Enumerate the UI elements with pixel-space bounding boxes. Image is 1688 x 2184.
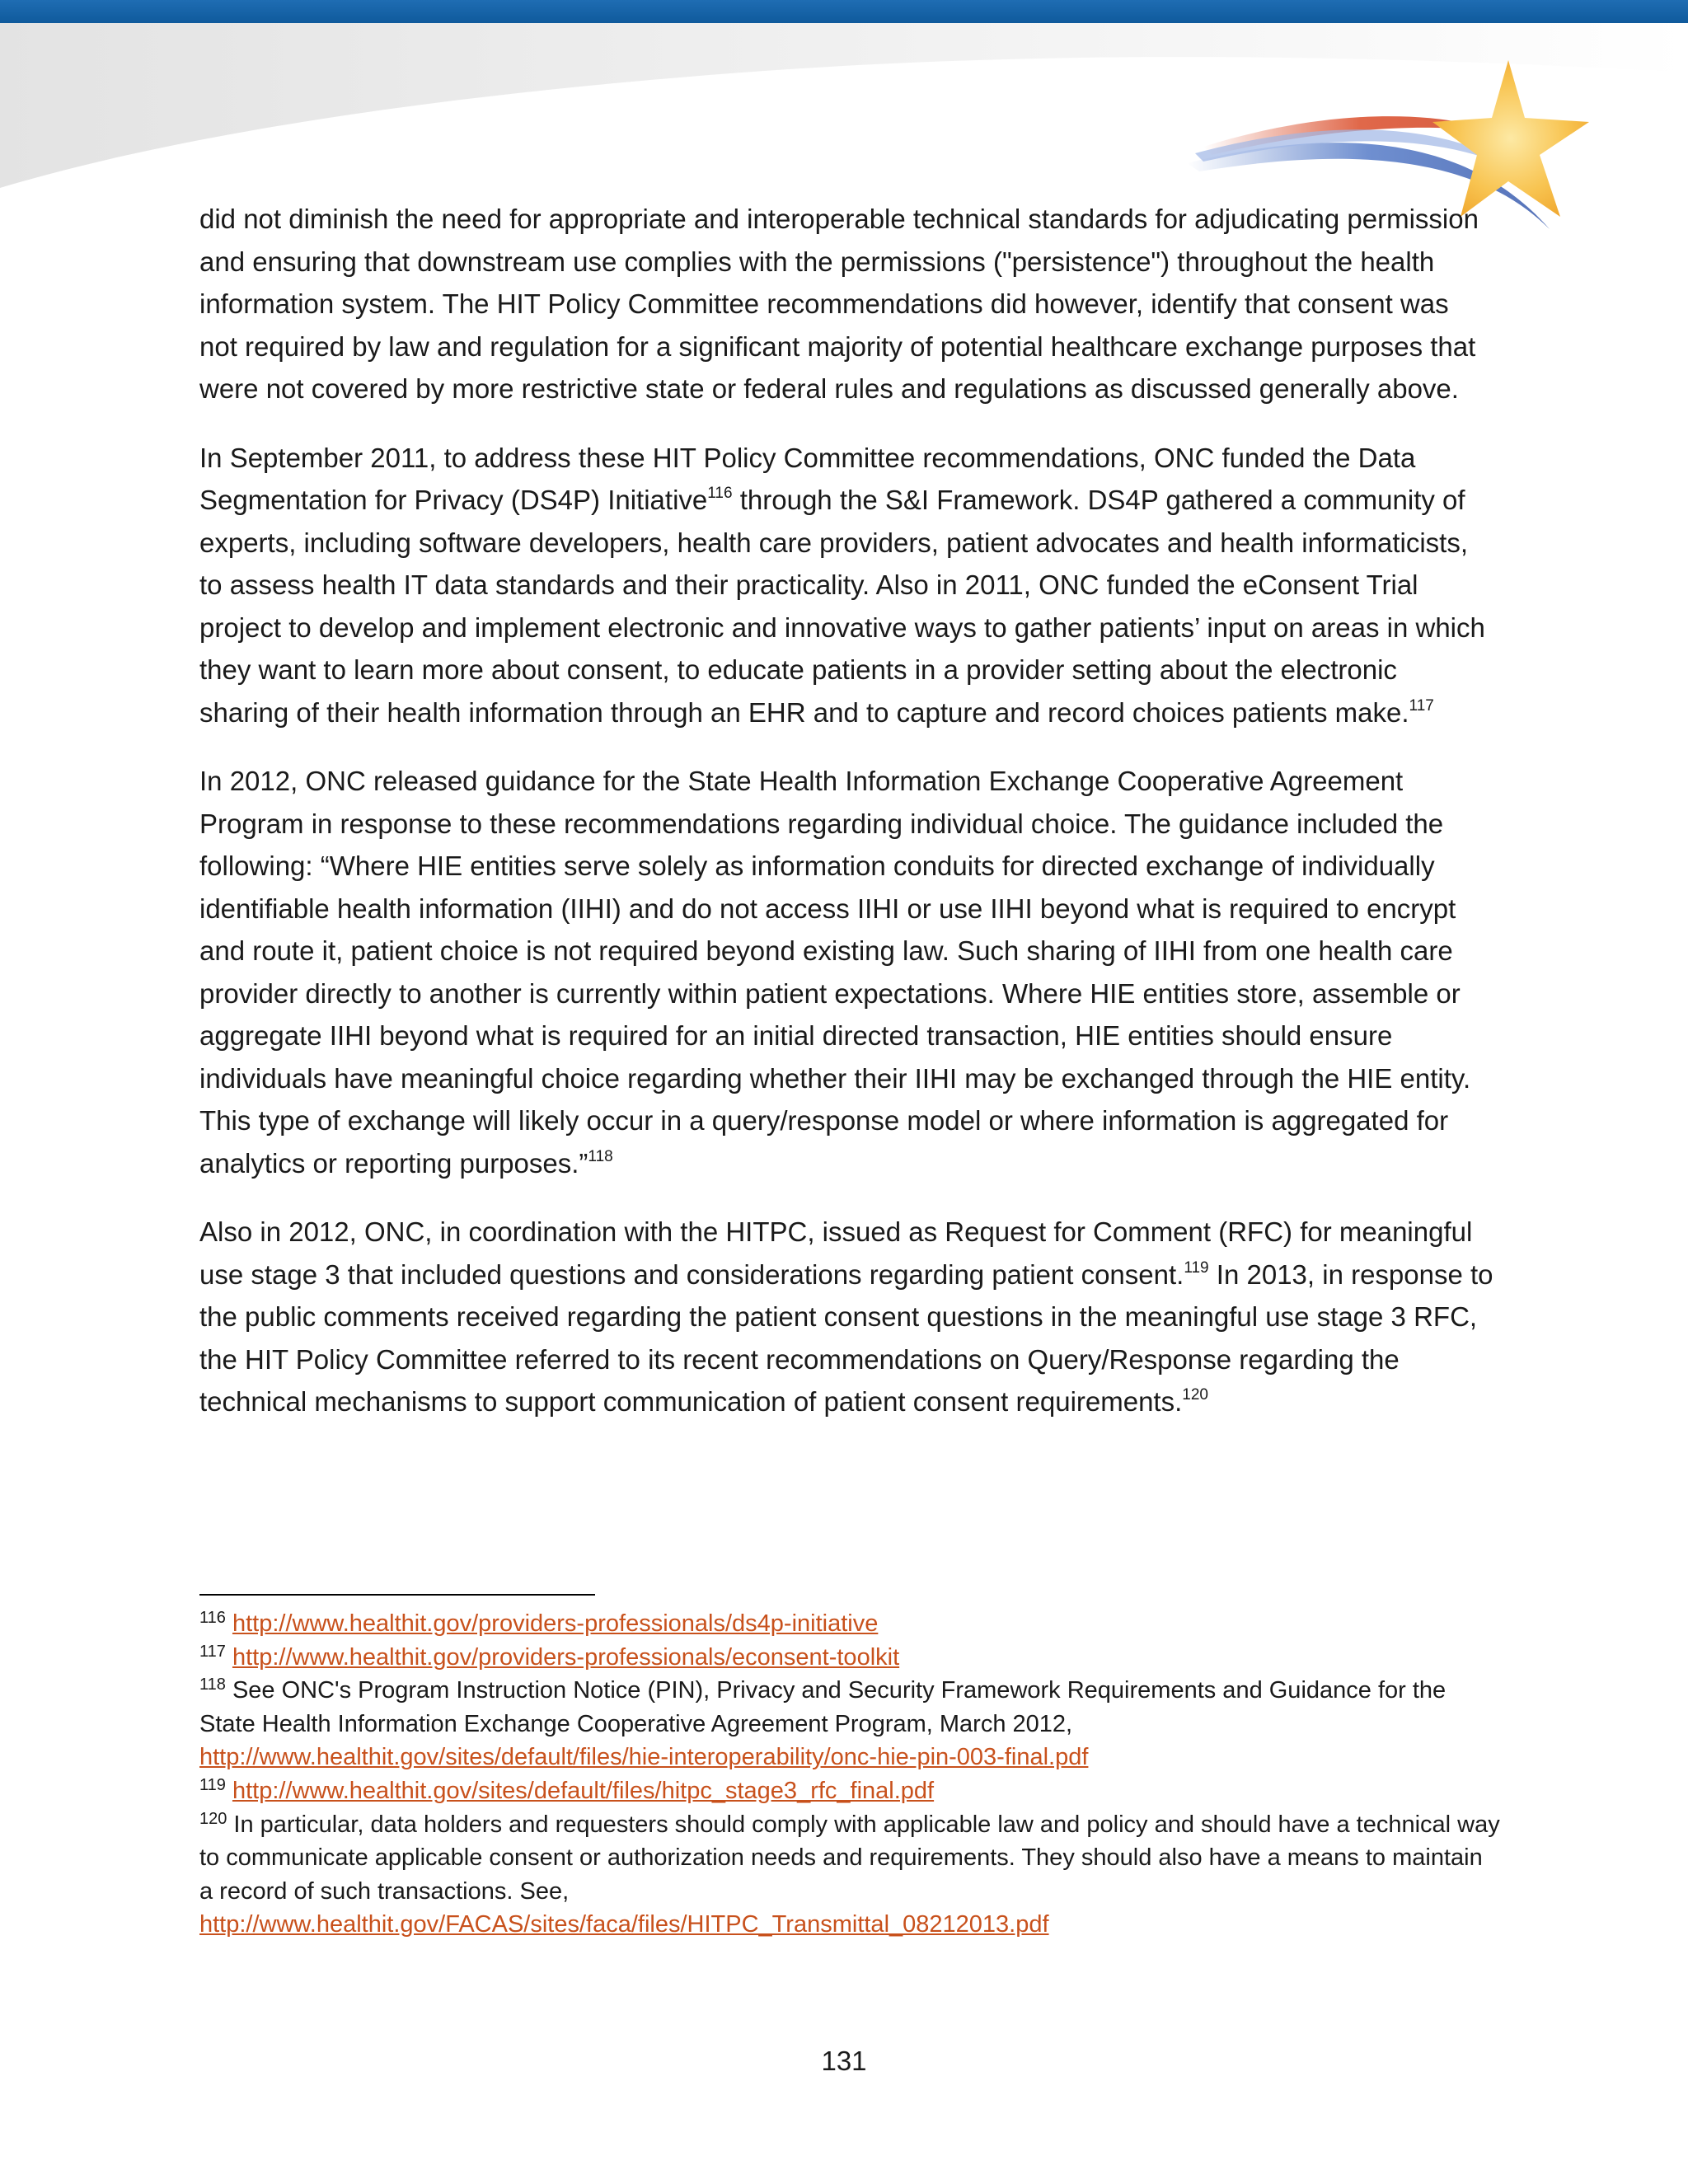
footnote-ref-116[interactable]: 116	[707, 485, 733, 502]
star-icon	[1432, 60, 1589, 217]
footnote-link[interactable]: http://www.healthit.gov/sites/default/files/hie-interoperability/onc-hie-pin-003-final.pdf	[199, 1744, 1089, 1771]
footnote-number: 117	[199, 1642, 226, 1661]
footnote-text: See ONC's Program Instruction Notice (PIN), Privacy and Security Framework Requirements and Guidance for the State Health Information Exchange Cooperative Agreement Program, March 2012,	[199, 1677, 1447, 1737]
footnote-119	[199, 1774, 1502, 1808]
paragraph-2	[199, 437, 1493, 734]
main-text	[199, 198, 1493, 1450]
paragraph-1-text: did not diminish the need for appropriate and interoperable technical standards for adjudicating permission and ensuring that downstream use complies with the permissions ("persistence") throughout the health information system. The HIT Policy Committee recommendations did however, identify that consent was not required by law and regulation for a significant majority of potential healthcare exchange purposes that were not covered by more restrictive state or federal rules and regulations as discussed generally above.	[199, 204, 1479, 404]
footnote-ref-117[interactable]: 117	[1409, 696, 1434, 715]
footnote-number: 118	[199, 1675, 226, 1694]
footnote-separator	[199, 1594, 595, 1596]
footnote-link[interactable]: http://www.healthit.gov/FACAS/sites/faca/files/HITPC_Transmittal_08212013.pdf	[199, 1911, 1049, 1938]
footnote-116	[199, 1607, 1502, 1641]
footnote-117	[199, 1641, 1502, 1675]
footnote-number: 116	[199, 1609, 226, 1627]
footnote-text: In particular, data holders and requesters should comply with applicable law and policy and should have a technical way to communicate applicable consent or authorization needs and requirements. They should also have a means to maintain a record of such transactions. See,	[199, 1811, 1500, 1905]
footnote-ref-118[interactable]: 118	[588, 1147, 613, 1165]
paragraph-4-text-a: Also in 2012, ONC, in coordination with the HITPC, issued as Request for Comment (RFC) for meaningful use stage 3 that included questions and considerations regarding patient consent.	[199, 1216, 1473, 1290]
page-number: 131	[821, 2046, 867, 2076]
paragraph-2-text-a: In September 2011, to address these HIT Policy Committee recommendations, ONC funded the Data Segmentation for Privacy (DS4P) Initiative	[199, 442, 1416, 515]
paragraph-3	[199, 760, 1493, 1184]
header-bar	[0, 0, 1688, 23]
footnote-link[interactable]: http://www.healthit.gov/providers-professionals/econsent-toolkit	[232, 1643, 900, 1671]
paragraph-3-text: In 2012, ONC released guidance for the State Health Information Exchange Cooperative Agreement Program in response to these recommendations regarding individual choice. The guidance included the following: “Where HIE entities serve solely as information conduits for directed exchange of individually identifiable health information (IIHI) and do not access IIHI or use IIHI beyond what is required to encrypt and route it, patient choice is not required beyond existing law. Such sharing of IIHI from one health care provider directly to another is currently within patient expectations. Where HIE entities store, assemble or aggregate IIHI beyond what is required for an initial directed transaction, HIE entities should ensure individuals have meaningful choice regarding whether their IIHI may be exchanged through the HIE entity. This type of exchange will likely occur in a query/response model or where information is aggregated for analytics or reporting purposes.”	[199, 766, 1471, 1179]
footnote-118	[199, 1674, 1502, 1774]
footnote-ref-120[interactable]: 120	[1182, 1386, 1208, 1404]
paragraph-4	[199, 1211, 1493, 1423]
footnote-number: 119	[199, 1775, 226, 1794]
footnote-ref-119[interactable]: 119	[1184, 1258, 1209, 1277]
paragraph-2-text-b: through the S&I Framework. DS4P gathered a community of experts, including software developers, health care providers, patient advocates and health informaticists, to assess health IT data standards and their practicality. Also in 2011, ONC funded the eConsent Trial project to develop and implement electronic and innovative ways to gather patients’ input on areas in which they want to learn more about consent, to educate patients in a provider setting about the electronic sharing of their health information through an EHR and to capture and record choices patients make.	[199, 485, 1485, 728]
footnote-120	[199, 1808, 1502, 1942]
paragraph-1	[199, 198, 1493, 410]
footnotes	[199, 1607, 1502, 1942]
footnote-link[interactable]: http://www.healthit.gov/providers-professionals/ds4p-initiative	[232, 1610, 879, 1637]
paragraph-4-text-b: In 2013, in response to the public comments received regarding the patient consent questions in the meaningful use stage 3 RFC, the HIT Policy Committee referred to its recent recommendations on Query/Response regarding the technical mechanisms to support communication of patient consent requirements.	[199, 1258, 1493, 1417]
footnote-number: 120	[199, 1809, 227, 1828]
footnote-link[interactable]: http://www.healthit.gov/sites/default/files/hitpc_stage3_rfc_final.pdf	[232, 1777, 935, 1804]
